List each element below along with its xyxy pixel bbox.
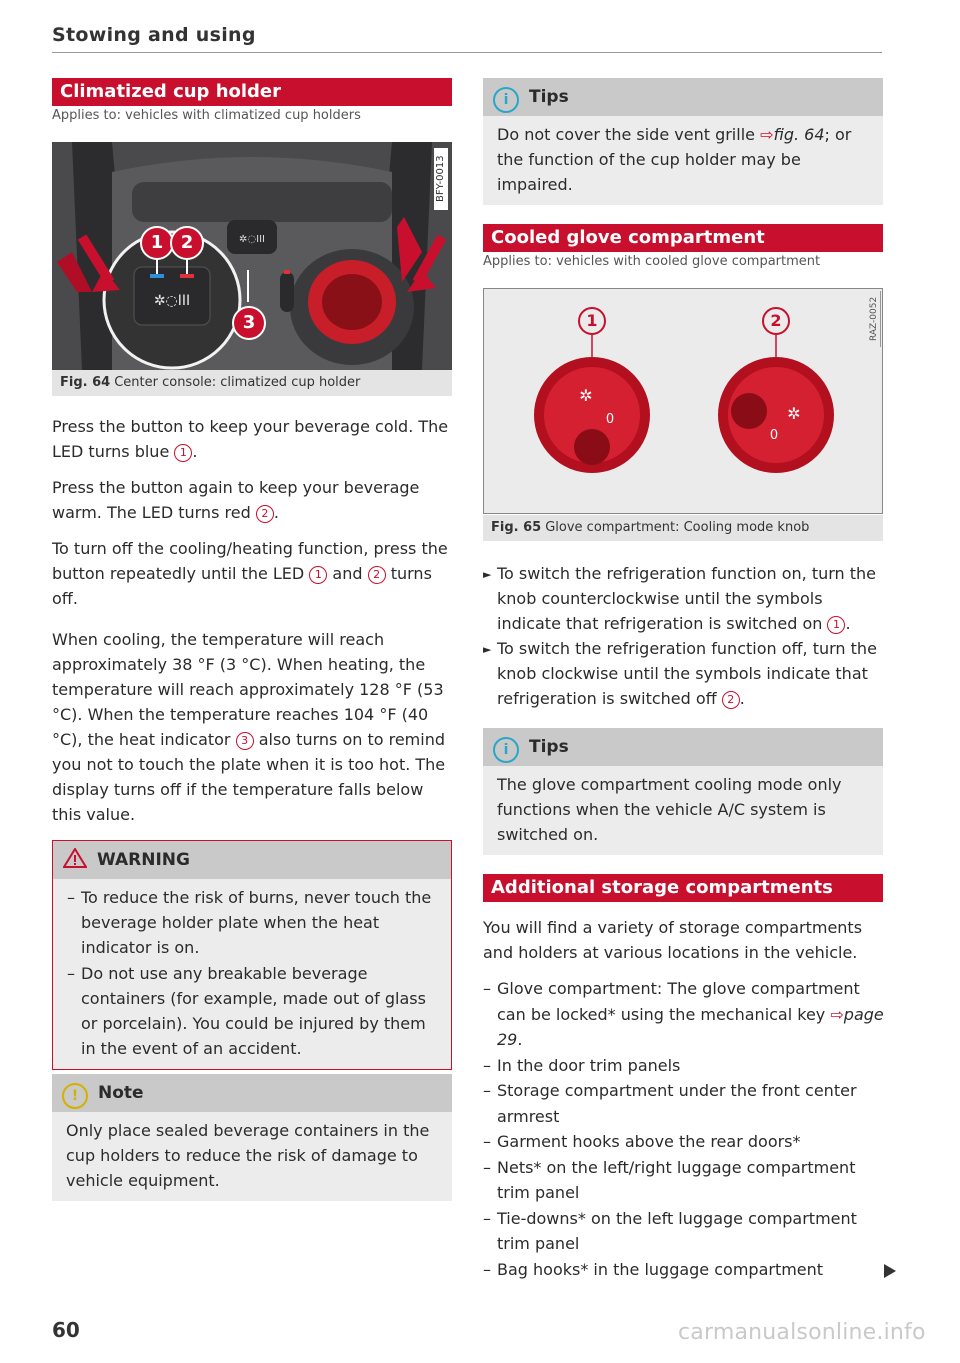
- svg-text:✲: ✲: [579, 386, 593, 405]
- svg-text:✲: ✲: [787, 404, 801, 423]
- svg-text:0: 0: [605, 412, 615, 427]
- exclamation-icon: !: [62, 1083, 88, 1109]
- ref-callout: 2: [722, 691, 740, 709]
- list-item: – In the door trim panels: [483, 1055, 681, 1075]
- callout-1: 1: [578, 307, 606, 335]
- tips-title: Tips: [529, 737, 569, 757]
- paragraph-cold: Press the button to keep your beverage cold. The LED turns blue 1 .: [52, 417, 449, 461]
- note-header: [52, 1074, 452, 1112]
- tips-body: The glove compartment cooling mode only functions when the vehicle A/C system is switched on.: [483, 766, 883, 855]
- tips-box-1: [483, 78, 883, 205]
- section-title-cooled-glove: Cooled glove compartment: [483, 224, 883, 252]
- ref-callout: 1: [309, 566, 327, 584]
- figure-64-image: [52, 142, 452, 370]
- warning-title: WARNING: [97, 850, 190, 870]
- tips-box-2: [483, 728, 883, 855]
- info-icon: i: [493, 87, 519, 113]
- fig-link[interactable]: fig. 64: [773, 125, 825, 144]
- climatized-body: [52, 414, 452, 827]
- ref-callout: 1: [827, 616, 845, 634]
- section-title-additional-storage: Additional storage compartments: [483, 874, 883, 902]
- figure-65-image: [483, 288, 883, 514]
- fig-label: Fig. 64: [60, 375, 111, 390]
- warning-list: [67, 885, 437, 1061]
- svg-text:✲◌III: ✲◌III: [153, 293, 191, 309]
- paragraph-temperature: When cooling, the temperature will reach approximately 38 °F (3 °C). When heating, the temperature will reach approximately 128 °F (53 °C). When the temperature reaches 104 °F (40 °C), the heat indicator 3 also turns on to remind you not to touch the plate when it is too hot. The display turns off if the temperature falls below this value.: [52, 630, 446, 824]
- tips-body: Do not cover the side vent grille ⇨fig. 64; or the function of the cup holder may be impaired.: [483, 116, 883, 205]
- continue-arrow-icon: [884, 1264, 896, 1278]
- note-title: Note: [98, 1083, 144, 1103]
- note-body: Only place sealed beverage containers in the cup holders to reduce the risk of damage to vehicle equipment.: [52, 1112, 452, 1201]
- header-divider: [52, 52, 882, 53]
- svg-text:0: 0: [769, 428, 779, 443]
- note-box: [52, 1074, 452, 1201]
- info-icon: i: [493, 737, 519, 763]
- callout-2: 2: [762, 307, 790, 335]
- warning-header: [53, 841, 451, 879]
- tips-header: [483, 78, 883, 116]
- callout-3: 3: [232, 306, 266, 340]
- fig-caption-text: Center console: climatized cup holder: [114, 375, 361, 390]
- paragraph-warm: Press the button again to keep your beverage warm. The LED turns red 2 .: [52, 478, 420, 522]
- warning-box: [52, 840, 452, 1070]
- list-item: – Storage compartment under the front center armrest: [483, 1081, 857, 1126]
- steps-list: [483, 561, 885, 711]
- figure-65-caption: [483, 515, 883, 541]
- intro-paragraph: You will find a variety of storage compartments and holders at various locations in the vehicle.: [483, 918, 863, 962]
- list-item: – Nets* on the left/right luggage compartment trim panel: [483, 1157, 856, 1202]
- ref-callout: 2: [368, 566, 386, 584]
- watermark: carmanualsonline.info: [678, 1320, 926, 1345]
- callout-2: 2: [170, 226, 204, 260]
- warning-body: [53, 879, 451, 1069]
- storage-list: [483, 976, 885, 1282]
- tips-title: Tips: [529, 87, 569, 107]
- fig-label: Fig. 65: [491, 520, 542, 535]
- figure-id-code: BFY-0013: [434, 148, 448, 210]
- list-item: ► To switch the refrigeration function off, turn the knob clockwise until the symbols indicate that refrigeration is switched off 2 .: [483, 639, 877, 708]
- ref-callout: 2: [256, 505, 274, 523]
- fig-caption-text: Glove compartment: Cooling mode knob: [545, 520, 810, 535]
- list-item: – Tie-downs* on the left luggage compartment trim panel: [483, 1208, 857, 1253]
- list-item: ► To switch the refrigeration function on, turn the knob counterclockwise until the symbols indicate that refrigeration is switched on 1 .: [483, 564, 877, 633]
- applies-to-glove: Applies to: vehicles with cooled glove compartment: [483, 254, 821, 269]
- running-header: Stowing and using: [52, 24, 256, 46]
- figure-64-caption: [52, 370, 452, 396]
- paragraph-turn-off: To turn off the cooling/heating function, press the button repeatedly until the LED 1 and 2 turns off.: [52, 539, 448, 608]
- list-item: – Bag hooks* in the luggage compartment: [483, 1259, 824, 1279]
- list-item: – Garment hooks above the rear doors*: [483, 1132, 801, 1151]
- page-number: 60: [52, 1318, 80, 1342]
- callout-1: 1: [140, 226, 174, 260]
- figure-id-code: RAZ-0052: [868, 291, 881, 347]
- ref-callout: 1: [174, 444, 192, 462]
- knob-illustration: [484, 289, 882, 513]
- warning-triangle-icon: [63, 844, 87, 882]
- arrow-ref-icon: ⇨: [830, 1004, 844, 1024]
- glove-steps: [483, 561, 885, 711]
- list-item: – To reduce the risk of burns, never touch the beverage holder plate when the heat indicator is on.: [67, 888, 432, 957]
- list-item: – Do not use any breakable beverage containers (for example, made out of glass or porcelain). You could be injured by them in the event of an accident.: [67, 964, 426, 1058]
- additional-storage-body: [483, 915, 885, 1282]
- svg-text:✲◌III: ✲◌III: [239, 234, 265, 245]
- arrow-ref-icon: ⇨: [760, 125, 774, 144]
- tips-header: [483, 728, 883, 766]
- page-link[interactable]: page 29: [497, 1004, 884, 1049]
- section-title-climatized: Climatized cup holder: [52, 78, 452, 106]
- list-item: – Glove compartment: The glove compartment can be locked* using the mechanical key ⇨page 29.: [483, 979, 884, 1049]
- applies-to-climatized: Applies to: vehicles with climatized cup holders: [52, 108, 361, 123]
- ref-callout: 3: [236, 732, 254, 750]
